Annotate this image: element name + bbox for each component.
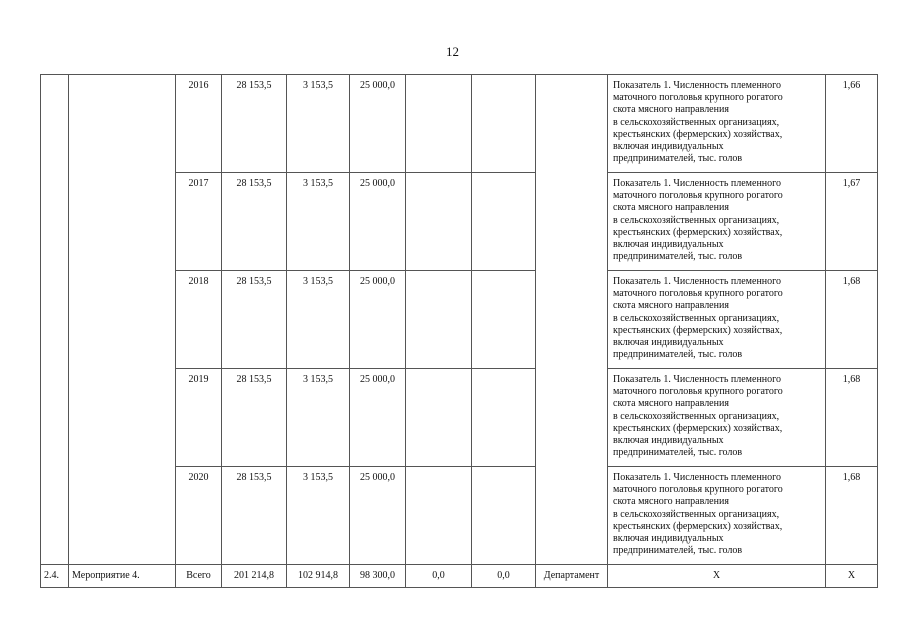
indicator-line: крестьянских (фермерских) хозяйствах, bbox=[613, 520, 783, 532]
indicator-line: в сельскохозяйственных организациях, bbox=[613, 214, 780, 226]
total-cell: 28 153,5 bbox=[222, 75, 287, 173]
indicator-line: предпринимателей, тыс. голов bbox=[613, 251, 743, 263]
funding-table bbox=[40, 74, 878, 588]
funding-source-2-cell: 98 300,0 bbox=[350, 565, 406, 588]
indicator-line: Показатель 1. Численность племенного bbox=[613, 276, 781, 287]
funding-source-3-cell bbox=[406, 75, 472, 173]
funding-source-2-cell: 25 000,0 bbox=[350, 369, 406, 467]
row-number-cell: 2.4. bbox=[41, 565, 69, 588]
funding-source-3-cell bbox=[406, 369, 472, 467]
indicator-cell bbox=[608, 271, 826, 369]
indicator-value-cell: 1,68 bbox=[826, 467, 878, 565]
year-cell: 2018 bbox=[176, 271, 222, 369]
indicator-line: предпринимателей, тыс. голов bbox=[613, 349, 743, 361]
indicator-line: маточного поголовья крупного рогатого bbox=[613, 190, 783, 202]
indicator-line: включая индивидуальных bbox=[613, 533, 724, 545]
indicator-line: включая индивидуальных bbox=[613, 337, 724, 349]
executor-cell: Департамент bbox=[536, 565, 608, 588]
indicator-value-cell: 1,68 bbox=[826, 271, 878, 369]
indicator-value-cell: 1,66 bbox=[826, 75, 878, 173]
funding-source-1-cell: 3 153,5 bbox=[287, 173, 350, 271]
funding-source-2-cell: 25 000,0 bbox=[350, 173, 406, 271]
funding-source-3-cell bbox=[406, 467, 472, 565]
funding-source-4-cell: 0,0 bbox=[472, 565, 536, 588]
indicator-cell bbox=[608, 467, 826, 565]
indicator-line: включая индивидуальных bbox=[613, 435, 724, 447]
indicator-line: в сельскохозяйственных организациях, bbox=[613, 410, 780, 422]
executor-cell bbox=[536, 75, 608, 565]
total-label-cell: Всего bbox=[176, 565, 222, 588]
indicator-line: крестьянских (фермерских) хозяйствах, bbox=[613, 226, 783, 238]
table-row bbox=[41, 75, 878, 173]
indicator-line: в сельскохозяйственных организациях, bbox=[613, 508, 780, 520]
total-cell: 201 214,8 bbox=[222, 565, 287, 588]
funding-source-1-cell: 3 153,5 bbox=[287, 75, 350, 173]
indicator-line: предпринимателей, тыс. голов bbox=[613, 447, 743, 459]
total-cell: 28 153,5 bbox=[222, 369, 287, 467]
indicator-line: в сельскохозяйственных организациях, bbox=[613, 312, 780, 324]
indicator-cell bbox=[608, 173, 826, 271]
funding-source-4-cell bbox=[472, 271, 536, 369]
year-cell: 2020 bbox=[176, 467, 222, 565]
year-cell: 2017 bbox=[176, 173, 222, 271]
measure-name-cell bbox=[69, 75, 176, 565]
funding-source-1-cell: 102 914,8 bbox=[287, 565, 350, 588]
funding-source-4-cell bbox=[472, 369, 536, 467]
indicator-line: скота мясного направления bbox=[613, 202, 729, 214]
table-row-total bbox=[41, 565, 878, 588]
indicator-line: маточного поголовья крупного рогатого bbox=[613, 92, 783, 104]
indicator-line: крестьянских (фермерских) хозяйствах, bbox=[613, 324, 783, 336]
funding-source-1-cell: 3 153,5 bbox=[287, 467, 350, 565]
funding-source-3-cell bbox=[406, 173, 472, 271]
indicator-line: включая индивидуальных bbox=[613, 141, 724, 153]
funding-source-1-cell: 3 153,5 bbox=[287, 369, 350, 467]
indicator-value-cell: Х bbox=[826, 565, 878, 588]
indicator-value-cell: 1,68 bbox=[826, 369, 878, 467]
indicator-value-cell: 1,67 bbox=[826, 173, 878, 271]
indicator-line: скота мясного направления bbox=[613, 300, 729, 312]
indicator-line: Показатель 1. Численность племенного bbox=[613, 472, 781, 483]
indicator-line: скота мясного направления bbox=[613, 496, 729, 508]
row-number-cell bbox=[41, 75, 69, 565]
year-cell: 2016 bbox=[176, 75, 222, 173]
funding-source-2-cell: 25 000,0 bbox=[350, 271, 406, 369]
total-cell: 28 153,5 bbox=[222, 467, 287, 565]
funding-source-3-cell bbox=[406, 271, 472, 369]
indicator-cell bbox=[608, 75, 826, 173]
indicator-line: Показатель 1. Численность племенного bbox=[613, 80, 781, 91]
year-cell: 2019 bbox=[176, 369, 222, 467]
indicator-line: в сельскохозяйственных организациях, bbox=[613, 116, 780, 128]
page-number: 12 bbox=[446, 44, 459, 59]
indicator-line: скота мясного направления bbox=[613, 398, 729, 410]
indicator-line: маточного поголовья крупного рогатого bbox=[613, 288, 783, 300]
funding-source-4-cell bbox=[472, 173, 536, 271]
indicator-line: Показатель 1. Численность племенного bbox=[613, 178, 781, 189]
funding-source-2-cell: 25 000,0 bbox=[350, 467, 406, 565]
indicator-cell: Х bbox=[608, 565, 826, 588]
indicator-line: включая индивидуальных bbox=[613, 239, 724, 251]
funding-source-4-cell bbox=[472, 75, 536, 173]
funding-source-2-cell: 25 000,0 bbox=[350, 75, 406, 173]
indicator-line: крестьянских (фермерских) хозяйствах, bbox=[613, 422, 783, 434]
indicator-line: предпринимателей, тыс. голов bbox=[613, 153, 743, 165]
indicator-line: маточного поголовья крупного рогатого bbox=[613, 484, 783, 496]
indicator-line: Показатель 1. Численность племенного bbox=[613, 374, 781, 385]
total-cell: 28 153,5 bbox=[222, 173, 287, 271]
indicator-cell bbox=[608, 369, 826, 467]
indicator-line: маточного поголовья крупного рогатого bbox=[613, 386, 783, 398]
total-cell: 28 153,5 bbox=[222, 271, 287, 369]
funding-source-4-cell bbox=[472, 467, 536, 565]
indicator-line: скота мясного направления bbox=[613, 104, 729, 116]
funding-source-1-cell: 3 153,5 bbox=[287, 271, 350, 369]
indicator-line: крестьянских (фермерских) хозяйствах, bbox=[613, 128, 783, 140]
funding-source-3-cell: 0,0 bbox=[406, 565, 472, 588]
indicator-line: предпринимателей, тыс. голов bbox=[613, 545, 743, 557]
measure-name-cell: Мероприятие 4. bbox=[69, 565, 176, 588]
